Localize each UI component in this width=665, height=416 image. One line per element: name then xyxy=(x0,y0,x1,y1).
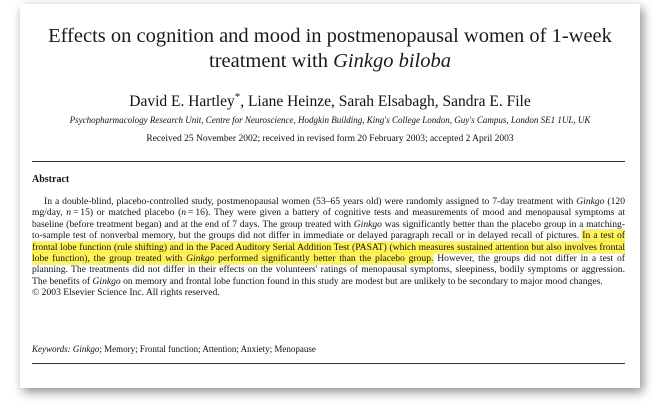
n-symbol: n xyxy=(181,207,187,219)
abstract-paragraph xyxy=(32,196,625,287)
title-line1: Effects on cognition and mood in postmenopausal women of 1-week xyxy=(48,25,612,47)
n-symbol: n xyxy=(66,207,72,219)
keyword-ginkgo: Ginkgo xyxy=(72,344,100,354)
abstract-body xyxy=(32,196,625,299)
ginkgo-term: Ginkgo xyxy=(576,196,605,207)
abstract-text-2a: (120 mg/day, xyxy=(32,196,626,219)
first-author: David E. Hartley xyxy=(129,93,235,111)
received-dates: Received 25 November 2002; received in revised form 20 February 2003; accepted 2 April 2003 xyxy=(146,134,514,144)
ginkgo-term: Ginkgo xyxy=(353,218,382,230)
abstract-text-3: was significantly better than the placebo group in a matching-to-sample test of nonverbal memory, but the groups did not differ in immediate or delayed paragraph recall or in delayed recall of pictures. xyxy=(32,218,625,242)
abstract-text-5: on memory and frontal lobe function found in this study are modest but are unlikely to be secondary to major mood changes. xyxy=(120,275,603,287)
highlight-text-2: performed significantly better than the placebo group. xyxy=(214,253,434,265)
ginkgo-term: Ginkgo xyxy=(92,275,121,287)
keywords-label: Keywords: xyxy=(32,344,71,354)
affiliation: Psychopharmacology Research Unit, Centre for Neuroscience, Hodgkin Building, King's College London, Guy's Campus, London SE1 1UL, UK xyxy=(69,115,591,125)
title-line2-prefix: treatment with xyxy=(209,50,334,72)
abstract-heading: Abstract xyxy=(32,174,70,185)
author-list xyxy=(20,88,640,111)
title-line2-italic: Ginkgo biloba xyxy=(333,50,451,72)
keywords-line xyxy=(32,343,316,355)
paper-title xyxy=(20,24,640,74)
abstract-text-2c: = 16). They were given a battery of cognitive tests and measurements of mood and menopausal symptoms at baseline (before treatment began) and at the end of 7 days. The group treated with xyxy=(32,207,626,230)
abstract-text-2b: = 15) or matched placebo ( xyxy=(71,207,182,219)
abstract-text-1: In a double-blind, placebo-controlled study, postmenopausal women (53–65 years old) were randomly assigned to 7-day treatment with xyxy=(44,196,577,207)
paper-page xyxy=(20,4,640,388)
corresponding-author-mark: * xyxy=(234,91,241,103)
bottom-divider xyxy=(32,363,625,364)
other-authors: , Liane Heinze, Sarah Elsabagh, Sandra E. File xyxy=(240,93,531,111)
ginkgo-term: Ginkgo xyxy=(186,253,215,265)
copyright-line: © 2003 Elsevier Science Inc. All rights reserved. xyxy=(32,287,220,299)
keywords-rest: ; Memory; Frontal function; Attention; Anxiety; Menopause xyxy=(99,344,316,354)
abstract-text-4: However, the groups did not differ in a test of planning. The treatments did not differ in their effects on the volunteers' ratings of menopausal symptoms, sleepiness, bodily symptoms or aggression. The benefits of xyxy=(32,253,626,287)
top-divider xyxy=(32,161,625,162)
highlight-text-1: In a test of frontal lobe function (rule shifting) and in the Paced Auditory Serial Addition Test (PASAT) (which measures sustained attention but also involves frontal lobe function), the group treated with xyxy=(32,230,626,265)
